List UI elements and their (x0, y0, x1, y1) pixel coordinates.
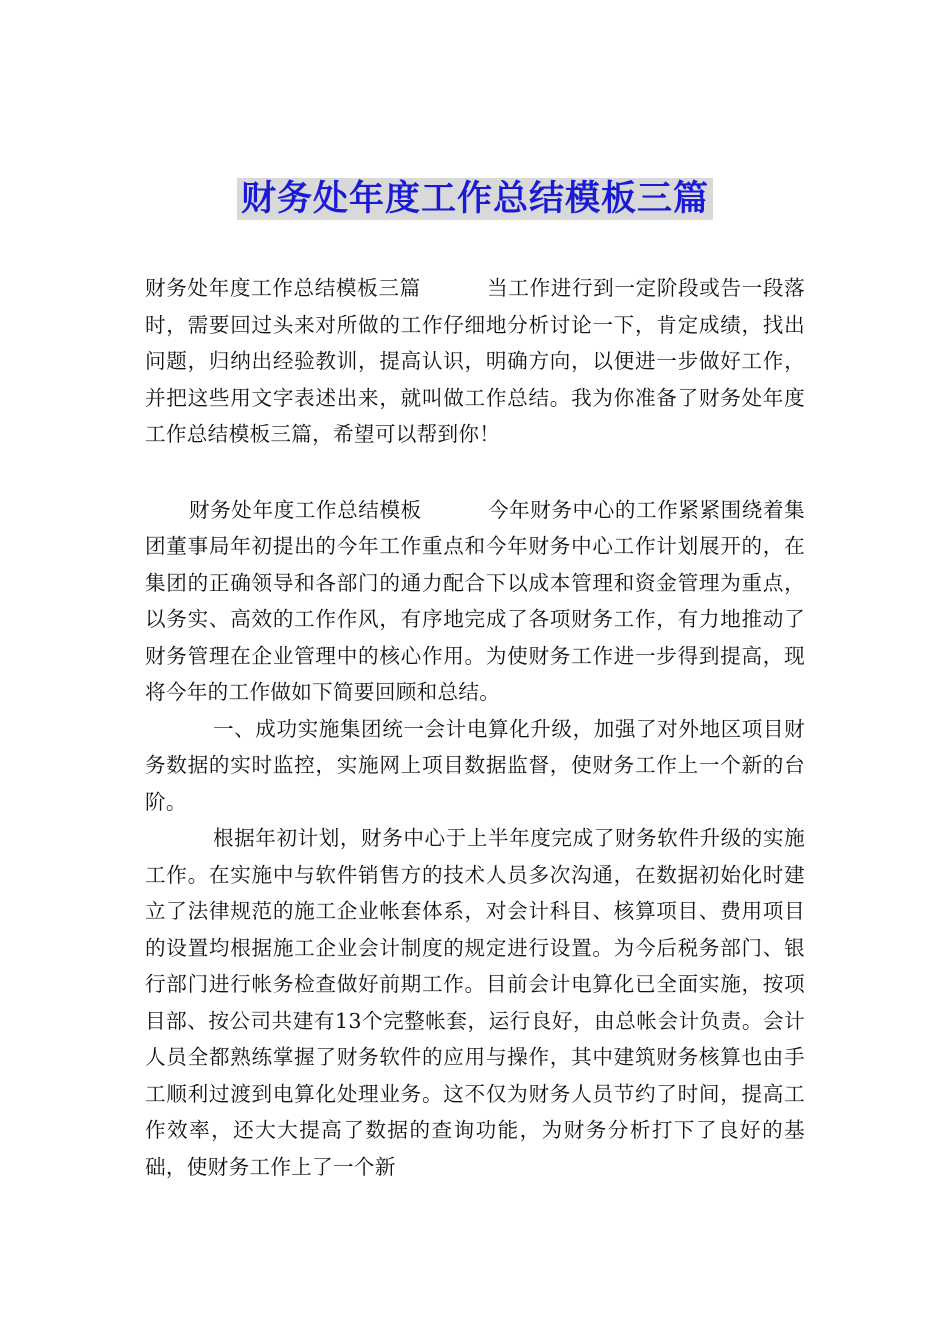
document-body (145, 270, 805, 1185)
section1-paragraph (145, 492, 805, 711)
paragraph-spacer (145, 453, 805, 492)
document-title: 财务处年度工作总结模板三篇 (237, 178, 713, 220)
section1-lead: 财务处年度工作总结模板 (189, 497, 422, 522)
intro-paragraph (145, 270, 805, 453)
heading1-paragraph: 一、成功实施集团统一会计电算化升级，加强了对外地区项目财务数据的实时监控，实施网上项目数据监督，使财务工作上一个新的台阶。 (145, 716, 805, 814)
intro-lead: 财务处年度工作总结模板三篇 (145, 276, 421, 300)
section1-text: 今年财务中心的工作紧紧围绕着集团董事局年初提出的今年工作重点和今年财务中心工作计划展开的，在集团的正确领导和各部门的通力配合下以成本管理和资金管理为重点，以务实、高效的工作作风，有序地完成了各项财务工作，有力地推动了财务管理在企业管理中的核心作用。为使财务工作进一步得到提高，现将今年的工作做如下简要回顾和总结。 (145, 497, 805, 704)
intro-text: 当工作进行到一定阶段或告一段落时，需要回过头来对所做的工作仔细地分析讨论一下，肯定成绩，找出问题，归纳出经验教训，提高认识，明确方向，以便进一步做好工作，并把这些用文字表述出来，就叫做工作总结。我为你准备了财务处年度工作总结模板三篇，希望可以帮到你！ (145, 276, 805, 446)
title-block (0, 178, 950, 220)
body-paragraph-2: 根据年初计划，财务中心于上半年度完成了财务软件升级的实施工作。在实施中与软件销售方的技术人员多次沟通，在数据初始化时建立了法律规范的施工企业帐套体系，对会计科目、核算项目、费用项目的设置均根据施工企业会计制度的规定进行设置。为今后税务部门、银行部门进行帐务检查做好前期工作。目前会计电算化已全面实施，按项目部、按公司共建有13个完整帐套，运行良好，由总帐会计负责。会计人员全都熟练掌握了财务软件的应用与操作，其中建筑财务核算也由手工顺利过渡到电算化处理业务。这不仅为财务人员节约了时间，提高工作效率，还大大提高了数据的查询功能，为财务分析打下了良好的基础，使财务工作上了一个新 (145, 826, 805, 1179)
